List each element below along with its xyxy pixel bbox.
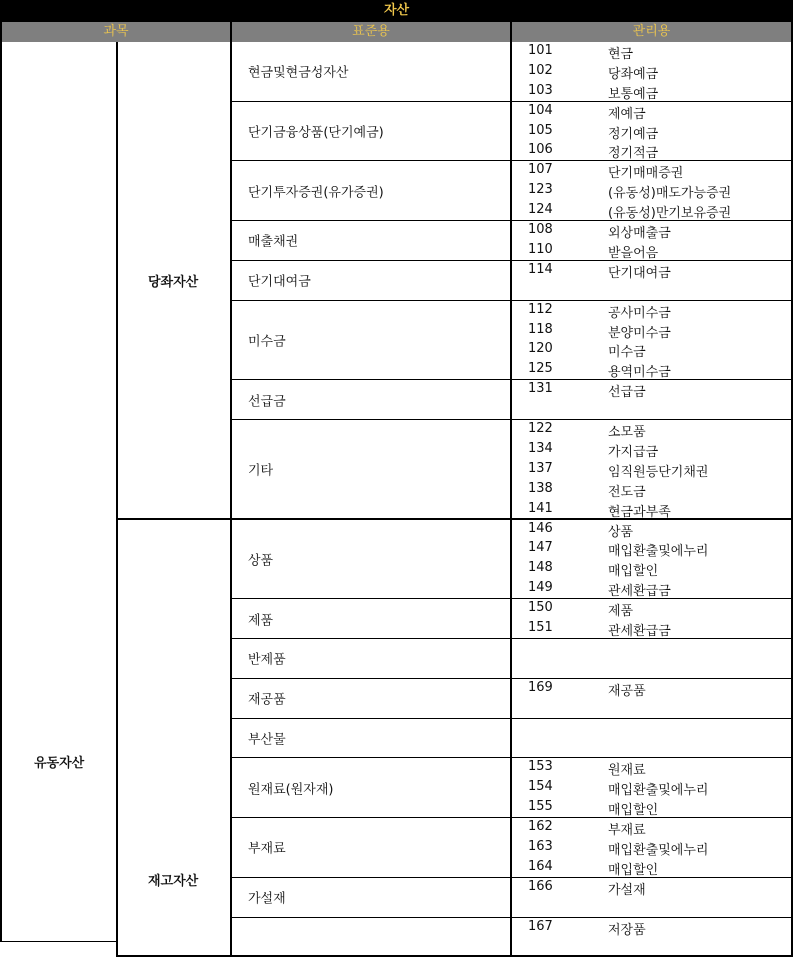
account-name: 매입환출및에누리 (608, 842, 709, 858)
account-row (512, 181, 791, 201)
account-code: 123 (528, 182, 553, 198)
account-code: 151 (528, 620, 553, 636)
account-row (512, 360, 791, 380)
account-row (512, 261, 791, 281)
account-code: 108 (528, 222, 553, 238)
standard-group (230, 918, 510, 957)
account-name: 제품 (608, 604, 634, 620)
account-name: 현금 (608, 47, 634, 62)
account-code: 166 (528, 878, 553, 894)
account-code: 167 (528, 918, 553, 934)
standard-group (230, 301, 510, 381)
account-name: 매입할인 (608, 862, 659, 878)
account-group (510, 758, 793, 818)
account-row (512, 579, 791, 599)
account-row (512, 798, 791, 818)
account-code: 125 (528, 361, 553, 377)
account-name: 분양미수금 (608, 325, 671, 341)
account-code: 107 (528, 162, 553, 178)
header-standard: 표준용 (230, 22, 510, 42)
account-name: 임직원등단기채권 (608, 464, 709, 480)
account-row (512, 221, 791, 241)
account-code: 103 (528, 82, 553, 98)
account-group (510, 161, 793, 221)
account-row (512, 42, 791, 62)
standard-group-label: 반제품 (248, 652, 286, 668)
account-name: 재공품 (608, 683, 646, 699)
standard-group-label: 선급금 (248, 394, 286, 410)
account-code: 110 (528, 241, 553, 257)
account-group (510, 420, 793, 520)
account-group (510, 719, 793, 759)
account-name: (유동성)매도가능증권 (608, 186, 732, 202)
account-code: 153 (528, 759, 553, 775)
standard-group (230, 758, 510, 818)
account-row (512, 340, 791, 360)
account-row (512, 539, 791, 559)
account-row (512, 122, 791, 142)
account-group (510, 918, 793, 957)
level1-cell (0, 42, 116, 942)
standard-group-label: 재공품 (248, 692, 286, 708)
account-code: 163 (528, 838, 553, 854)
account-row (512, 420, 791, 440)
account-row (512, 679, 791, 699)
account-name: 원재료 (608, 763, 646, 779)
account-row (512, 62, 791, 82)
account-code: 104 (528, 102, 553, 118)
account-row (512, 301, 791, 321)
account-code: 154 (528, 779, 553, 795)
account-row (512, 480, 791, 500)
account-group (510, 261, 793, 301)
account-code: 150 (528, 600, 553, 616)
section-label: 재고자산 (148, 873, 199, 889)
account-name: 저장품 (608, 922, 646, 938)
section-cell (116, 42, 230, 520)
account-row (512, 201, 791, 221)
account-row (512, 619, 791, 639)
account-name: 관세환급금 (608, 584, 671, 600)
standard-group-label: 단기대여금 (248, 274, 311, 290)
standard-group (230, 42, 510, 102)
account-name: 정기예금 (608, 126, 659, 142)
account-group (510, 639, 793, 679)
standard-group-label: 가설재 (248, 891, 286, 907)
standard-group-label: 단기투자증권(유가증권) (248, 185, 384, 201)
account-code: 138 (528, 480, 553, 496)
account-row (512, 321, 791, 341)
account-group (510, 818, 793, 878)
account-name: 받을어음 (608, 245, 659, 261)
account-group (510, 599, 793, 639)
standard-group (230, 261, 510, 301)
standard-group-label: 제품 (248, 613, 274, 629)
account-row (512, 102, 791, 122)
account-row (512, 838, 791, 858)
standard-group-label: 현금및현금성자산 (248, 65, 349, 81)
account-row (512, 559, 791, 579)
account-name: 용역미수금 (608, 365, 671, 381)
account-code: 155 (528, 799, 553, 815)
account-group (510, 380, 793, 420)
account-code: 102 (528, 62, 553, 78)
account-name: 매입할인 (608, 564, 659, 580)
standard-group (230, 639, 510, 679)
account-row (512, 599, 791, 619)
section-label: 당좌자산 (148, 274, 199, 290)
section-cell (116, 520, 230, 957)
sheet-title: 자산 (0, 0, 793, 22)
standard-group-label: 단기금융상품(단기예금) (248, 125, 384, 141)
standard-group (230, 161, 510, 221)
standard-group (230, 221, 510, 261)
account-group (510, 520, 793, 600)
account-name: 전도금 (608, 484, 646, 500)
account-code: 106 (528, 142, 553, 158)
account-code: 120 (528, 341, 553, 357)
account-row (512, 858, 791, 878)
account-group (510, 102, 793, 162)
account-row (512, 500, 791, 520)
account-row (512, 778, 791, 798)
account-name: 매입할인 (608, 803, 659, 819)
account-group (510, 878, 793, 918)
account-name: 가설재 (608, 882, 646, 898)
account-code: 124 (528, 202, 553, 218)
account-code: 118 (528, 321, 553, 337)
account-code: 164 (528, 858, 553, 874)
account-code: 141 (528, 500, 553, 516)
standard-group (230, 380, 510, 420)
account-name: 당좌예금 (608, 66, 659, 82)
account-code: 162 (528, 819, 553, 835)
account-name: (유동성)만기보유증권 (608, 206, 732, 222)
account-row (512, 878, 791, 898)
standard-group-label: 미수금 (248, 334, 286, 350)
account-name: 제예금 (608, 106, 646, 122)
account-row (512, 141, 791, 161)
account-code: 101 (528, 43, 553, 58)
account-name: 정기적금 (608, 146, 659, 162)
standard-group-label: 부재료 (248, 841, 286, 857)
account-code: 131 (528, 381, 553, 397)
standard-group (230, 679, 510, 719)
standard-group-label: 원재료(원자재) (248, 782, 334, 798)
account-name: 단기대여금 (608, 265, 671, 281)
account-name: 현금과부족 (608, 504, 671, 520)
account-name: 보통예금 (608, 86, 659, 102)
account-code: 112 (528, 301, 553, 317)
account-group (510, 221, 793, 261)
account-code: 137 (528, 460, 553, 476)
account-name: 관세환급금 (608, 624, 671, 640)
account-name: 선급금 (608, 385, 646, 401)
account-row (512, 520, 791, 540)
account-group (510, 679, 793, 719)
account-code: 149 (528, 580, 553, 596)
account-row (512, 440, 791, 460)
standard-group (230, 102, 510, 162)
account-name: 부재료 (608, 823, 646, 839)
account-code: 105 (528, 122, 553, 138)
account-name: 매입환출및에누리 (608, 544, 709, 560)
standard-group (230, 719, 510, 759)
account-row (512, 460, 791, 480)
account-row (512, 918, 791, 938)
standard-group-label: 기타 (248, 463, 274, 479)
account-row (512, 161, 791, 181)
standard-group-label: 매출채권 (248, 234, 299, 250)
account-code: 114 (528, 261, 553, 277)
account-code: 122 (528, 421, 553, 437)
account-row (512, 380, 791, 400)
account-row (512, 758, 791, 778)
account-name: 상품 (608, 524, 634, 540)
account-name: 미수금 (608, 345, 646, 361)
level1-label: 유동자산 (34, 756, 85, 771)
account-group (510, 42, 793, 102)
standard-group-label: 부산물 (248, 732, 286, 748)
standard-group (230, 878, 510, 918)
account-row (512, 82, 791, 102)
account-code: 147 (528, 540, 553, 556)
account-name: 가지급금 (608, 444, 659, 460)
account-row (512, 241, 791, 261)
account-code: 169 (528, 679, 553, 695)
account-name: 단기매매증권 (608, 166, 684, 182)
standard-group (230, 599, 510, 639)
account-code: 146 (528, 520, 553, 536)
header-management: 관리용 (510, 22, 793, 42)
standard-group (230, 520, 510, 600)
account-code: 134 (528, 440, 553, 456)
account-code: 148 (528, 560, 553, 576)
account-name: 외상매출금 (608, 226, 671, 242)
account-name: 소모품 (608, 425, 646, 441)
account-name: 공사미수금 (608, 305, 671, 321)
header-category: 과목 (0, 22, 230, 42)
standard-group (230, 420, 510, 520)
account-row (512, 818, 791, 838)
account-group (510, 301, 793, 381)
standard-group-label: 상품 (248, 553, 274, 569)
standard-group (230, 818, 510, 878)
account-name: 매입환출및에누리 (608, 783, 709, 799)
